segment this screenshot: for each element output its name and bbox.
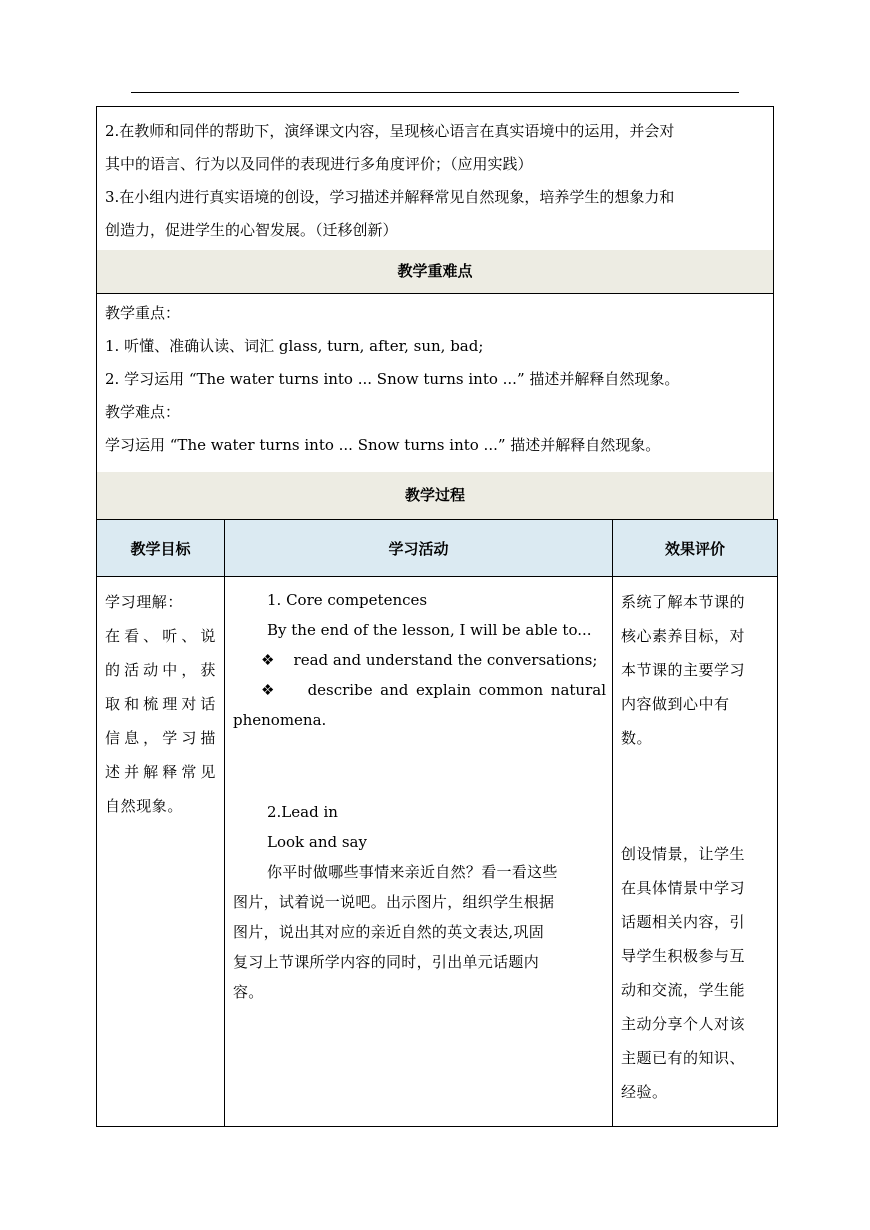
table-row [97, 577, 778, 1127]
column-header-activity: 学习活动 [225, 520, 613, 577]
lead-sub: Look and say [267, 833, 367, 851]
key-points-section [96, 293, 774, 473]
goal-line: 述并解释常见 [105, 763, 216, 781]
eval-line: 本节课的主要学习 [621, 661, 746, 679]
eval-line: 主动分享个人对该 [621, 1015, 746, 1033]
goal-line: 的活动中，获 [105, 661, 216, 679]
objectives-section [96, 106, 774, 251]
eval-line: 创设情景，让学生 [621, 845, 746, 863]
evaluation-cell [613, 577, 778, 1127]
header-rule [131, 92, 739, 93]
column-header-goal: 教学目标 [97, 520, 225, 577]
bullet-text: describe and explain common natural [307, 681, 606, 699]
key-point-line: 教学难点： [105, 403, 181, 421]
bullet-item [233, 675, 606, 705]
lead-text-line: 复习上节课所学内容的同时，引出单元话题内 [233, 953, 540, 971]
key-points-header [96, 250, 774, 294]
key-point-line: 1. 听懂、准确认读、词汇 glass, turn, after, sun, bad; [105, 337, 484, 355]
column-header-evaluation: 效果评价 [613, 520, 778, 577]
goal-line: 学习理解： [105, 593, 184, 611]
table-header-row [97, 520, 778, 577]
key-point-line: 2. 学习运用 “The water turns into ... Snow turns into ...” 描述并解释自然现象。 [105, 370, 680, 388]
goal-line: 信息，学习描 [105, 729, 216, 747]
lead-text-line: 你平时做哪些事情来亲近自然？看一看这些 [267, 863, 558, 881]
objective-line: 2.在教师和同伴的帮助下，演绎课文内容，呈现核心语言在真实语境中的运用，并会对 [105, 122, 675, 140]
diamond-bullet-icon: ❖ [261, 681, 278, 699]
goal-line: 自然现象。 [105, 797, 184, 815]
lead-text-line: 图片，说出其对应的亲近自然的英文表达,巩固 [233, 923, 545, 941]
objective-line: 其中的语言、行为以及同伴的表现进行多角度评价；（应用实践） [105, 155, 533, 173]
bullet-item [233, 645, 606, 675]
eval-line: 内容做到心中有 [621, 695, 730, 713]
diamond-bullet-icon: ❖ [261, 651, 275, 669]
bullet-text-cont: phenomena. [233, 711, 327, 729]
eval-line: 导学生积极参与互 [621, 947, 746, 965]
goal-line: 在看、听、说 [105, 627, 216, 645]
eval-line: 系统了解本节课的 [621, 593, 746, 611]
goal-line: 取和梳理对话 [105, 695, 216, 713]
eval-line: 主题已有的知识、 [621, 1049, 746, 1067]
eval-line: 经验。 [621, 1083, 668, 1101]
eval-line: 核心素养目标，对 [621, 627, 746, 645]
process-table [96, 519, 778, 1127]
process-header [96, 472, 774, 520]
key-points-title: 教学重难点 [397, 262, 473, 280]
eval-line: 数。 [621, 729, 653, 747]
core-intro: By the end of the lesson, I will be able to... [267, 621, 592, 639]
eval-line: 动和交流，学生能 [621, 981, 746, 999]
lead-text-line: 图片，试着说一说吧。出示图片，组织学生根据 [233, 893, 555, 911]
activity-cell [225, 577, 613, 1127]
goal-cell [97, 577, 225, 1127]
key-point-line: 学习运用 “The water turns into ... Snow turns into ...” 描述并解释自然现象。 [105, 436, 661, 454]
objective-line: 创造力，促进学生的心智发展。（迁移创新） [105, 221, 398, 239]
core-title: 1. Core competences [267, 591, 428, 609]
process-title: 教学过程 [404, 486, 465, 504]
lead-title: 2.Lead in [267, 803, 338, 821]
key-point-line: 教学重点： [105, 304, 181, 322]
lead-text-line: 容。 [233, 983, 264, 1001]
eval-line: 话题相关内容，引 [621, 913, 746, 931]
bullet-text: read and understand the conversations; [293, 651, 598, 669]
objective-line: 3.在小组内进行真实语境的创设，学习描述并解释常见自然现象，培养学生的想象力和 [105, 188, 675, 206]
eval-line: 在具体情景中学习 [621, 879, 746, 897]
